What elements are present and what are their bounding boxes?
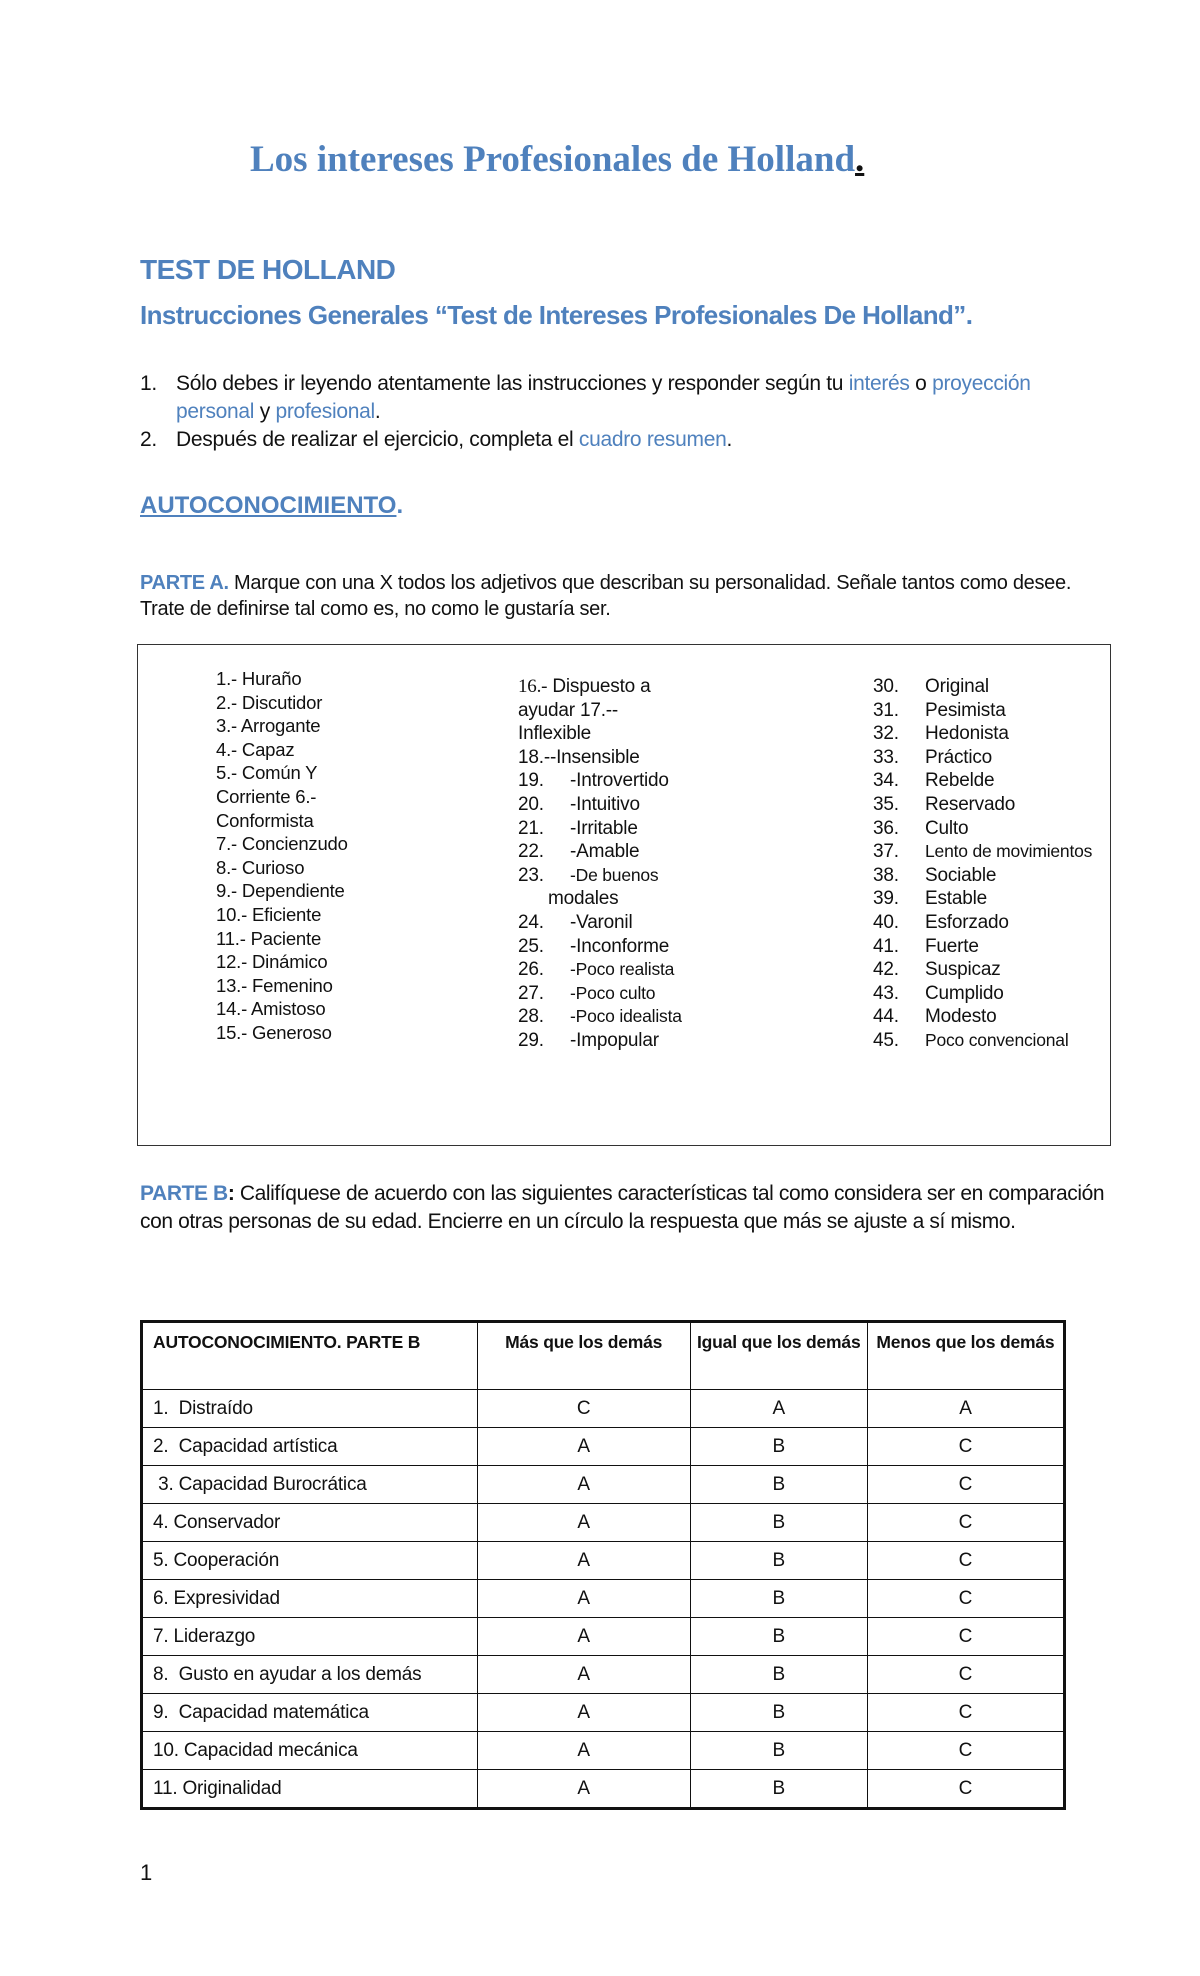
adjective-label: -Irritable <box>570 817 638 839</box>
header-menos: Menos que los demás <box>867 1322 1064 1390</box>
adjective-item <box>873 958 1123 982</box>
adjective-number: 45. <box>873 1029 899 1051</box>
table-cell-option[interactable]: B <box>690 1770 867 1809</box>
table-cell-item: 6. Expresividad <box>142 1580 478 1618</box>
adjective-item: 13.- Femenino <box>216 974 333 996</box>
adjective-item: 16.- Dispuesto a <box>518 676 651 697</box>
adjective-item: 3.- Arrogante <box>216 715 321 737</box>
table-cell-option[interactable]: C <box>867 1618 1064 1656</box>
table-cell-item: 5. Cooperación <box>142 1542 478 1580</box>
table-cell-item: 1. Distraído <box>142 1390 478 1428</box>
table-cell-option[interactable]: A <box>477 1504 690 1542</box>
table-cell-option[interactable]: A <box>477 1694 690 1732</box>
adjective-item: 14.- Amistoso <box>216 998 326 1020</box>
table-cell-item: 2. Capacidad artística <box>142 1428 478 1466</box>
adjective-item <box>518 817 728 841</box>
adjective-item <box>873 817 1123 841</box>
adjective-label: Fuerte <box>925 935 979 957</box>
highlight-cuadro-resumen: cuadro resumen <box>578 428 727 451</box>
table-cell-item: 10. Capacidad mecánica <box>142 1732 478 1770</box>
adjective-label: Modesto <box>925 1006 997 1028</box>
table-row <box>142 1618 1065 1656</box>
adjective-label: Lento de movimientos <box>925 841 1093 862</box>
adjective-item: ayudar 17.-- <box>518 699 619 721</box>
adjective-item <box>873 699 1123 723</box>
table-row <box>142 1542 1065 1580</box>
table-row <box>142 1580 1065 1618</box>
adjective-number: 39. <box>873 888 899 910</box>
page-number: 1 <box>140 1860 153 1885</box>
table-row <box>142 1656 1065 1694</box>
table-cell-option[interactable]: C <box>867 1694 1064 1732</box>
adjective-item <box>518 911 728 935</box>
adjective-number: 16.- <box>518 676 548 697</box>
table-cell-option[interactable]: A <box>477 1466 690 1504</box>
document-title: Los intereses Profesionales de Holland. <box>250 139 865 180</box>
adjective-label: Pesimista <box>925 699 1006 721</box>
title-period: . <box>855 139 865 180</box>
table-row <box>142 1770 1065 1809</box>
adjective-item: 4.- Capaz <box>216 738 295 760</box>
table-cell-option[interactable]: A <box>690 1390 867 1428</box>
adjective-number: 36. <box>873 817 899 839</box>
adjective-item: Inflexible <box>518 723 591 745</box>
adjective-number: 29. <box>518 1029 544 1051</box>
adjective-item: 1.- Huraño <box>216 668 302 689</box>
table-cell-option[interactable]: B <box>690 1694 867 1732</box>
adjective-item: 8.- Curioso <box>216 856 305 878</box>
adjective-label: Cumplido <box>925 982 1004 1004</box>
adjective-label: Suspicaz <box>925 959 1001 981</box>
table-cell-option[interactable]: C <box>867 1580 1064 1618</box>
adjective-item <box>873 935 1123 959</box>
adjective-label: -Amable <box>570 841 640 863</box>
adjective-number: 32. <box>873 723 899 745</box>
adjective-number: 38. <box>873 864 899 886</box>
rating-table <box>140 1320 1066 1810</box>
table-header-row <box>142 1322 1065 1390</box>
adjective-label: Estable <box>925 888 987 910</box>
adjective-item <box>518 1005 728 1029</box>
adjective-label: -Poco culto <box>570 982 656 1003</box>
header-mas: Más que los demás <box>477 1322 690 1390</box>
adjective-item: 15.- Generoso <box>216 1021 332 1043</box>
table-row <box>142 1504 1065 1542</box>
adjective-item <box>518 958 728 982</box>
parte-a-label: PARTE A. <box>140 572 229 594</box>
adjective-label: -Poco idealista <box>570 1006 682 1027</box>
highlight-profesional: profesional <box>275 400 375 423</box>
adjective-number: 27. <box>518 982 544 1004</box>
adjectives-column-2 <box>518 675 728 1053</box>
header-item: AUTOCONOCIMIENTO. PARTE B <box>142 1322 478 1390</box>
adjective-number: 42. <box>873 959 899 981</box>
adjective-item: Corriente 6.- <box>216 785 317 807</box>
adjective-number: 37. <box>873 841 899 863</box>
autoconocimiento-heading: AUTOCONOCIMIENTO. <box>140 492 404 519</box>
table-cell-item: 8. Gusto en ayudar a los demás <box>142 1656 478 1694</box>
adjective-number: 35. <box>873 793 899 815</box>
instructions-list <box>140 370 1040 454</box>
parte-a-instructions: PARTE A. Marque con una X todos los adjetivos que describan su personalidad. Señale tantos como desee. Trate de definirse tal como es, no como le gustaría ser. <box>140 572 1072 620</box>
table-cell-option[interactable]: A <box>477 1542 690 1580</box>
table-cell-item: 4. Conservador <box>142 1504 478 1542</box>
adjective-item: modales <box>548 888 619 910</box>
header-igual: Igual que los demás <box>690 1322 867 1390</box>
adjective-number: 26. <box>518 959 544 981</box>
table-cell-option[interactable]: B <box>690 1466 867 1504</box>
adjective-number: 28. <box>518 1006 544 1028</box>
adjective-label: Rebelde <box>925 770 995 792</box>
adjective-number: 43. <box>873 982 899 1004</box>
adjective-label: -Varonil <box>570 911 633 933</box>
adjective-label: Esforzado <box>925 911 1009 933</box>
table-row <box>142 1694 1065 1732</box>
table-cell-option[interactable]: C <box>867 1656 1064 1694</box>
adjective-item: Conformista <box>216 809 314 831</box>
test-heading: TEST DE HOLLAND <box>140 254 396 285</box>
table-cell-option[interactable]: A <box>477 1656 690 1694</box>
adjective-label: Práctico <box>925 746 993 768</box>
table-row <box>142 1390 1065 1428</box>
instruction-item: 2. Después de realizar el ejercicio, completa el cuadro resumen. <box>140 426 1040 454</box>
adjective-item <box>873 911 1123 935</box>
adjective-item <box>518 935 728 959</box>
adjective-label: -Impopular <box>570 1029 659 1051</box>
adjective-item <box>873 675 1123 699</box>
table-cell-option[interactable]: C <box>867 1732 1064 1770</box>
adjective-item: 18.--Insensible <box>518 746 640 768</box>
adjective-number: 24. <box>518 911 544 933</box>
adjectives-column-3 <box>873 675 1123 1053</box>
adjective-label: -Poco realista <box>570 959 675 980</box>
table-cell-item: 3. Capacidad Burocrática <box>142 1466 478 1504</box>
adjective-label: Sociable <box>925 864 997 886</box>
instruction-item: 1. Sólo debes ir leyendo atentamente las instrucciones y responder según tu interés o proyección personal y profesional. <box>140 372 1031 423</box>
adjective-number: 20. <box>518 793 544 815</box>
adjective-item <box>518 840 728 864</box>
adjective-item: 11.- Paciente <box>216 927 322 949</box>
adjective-number: 23. <box>518 864 544 886</box>
table-cell-option[interactable]: C <box>867 1504 1064 1542</box>
adjective-label: -De buenos <box>570 864 659 885</box>
adjective-number: 44. <box>873 1006 899 1028</box>
parte-b-instructions: PARTE B: Califíquese de acuerdo con las siguientes características tal como considera ser en comparación con otras personas de su edad. Encierre en un círculo la respuesta que más se ajuste a sí mismo. <box>140 1182 1105 1233</box>
adjective-item <box>873 864 1123 888</box>
highlight-proyeccion: proyección personal <box>176 372 1031 423</box>
adjective-item: 5.- Común Y <box>216 762 318 784</box>
adjective-label: -Inconforme <box>570 935 670 957</box>
adjective-number: 34. <box>873 770 899 792</box>
adjective-number: 30. <box>873 676 899 697</box>
adjective-number: 22. <box>518 841 544 863</box>
adjective-label: -Intuitivo <box>570 793 640 815</box>
adjective-item <box>518 864 728 888</box>
table-cell-option[interactable]: B <box>690 1656 867 1694</box>
table-cell-option[interactable]: B <box>690 1732 867 1770</box>
adjective-item <box>873 722 1123 746</box>
adjective-item <box>518 1029 728 1053</box>
adjective-item <box>518 793 728 817</box>
adjective-item: 7.- Concienzudo <box>216 833 348 855</box>
adjective-number: 19. <box>518 770 544 792</box>
table-cell-option[interactable]: B <box>690 1542 867 1580</box>
adjective-label: Reservado <box>925 793 1016 815</box>
adjective-number: 31. <box>873 699 899 721</box>
adjective-label: Culto <box>925 817 969 839</box>
table-cell-item: 9. Capacidad matemática <box>142 1694 478 1732</box>
adjective-label: Hedonista <box>925 723 1009 745</box>
adjective-item: 12.- Dinámico <box>216 951 328 973</box>
adjective-item <box>873 1029 1123 1053</box>
table-cell-option[interactable]: C <box>867 1466 1064 1504</box>
table-row <box>142 1428 1065 1466</box>
adjective-item <box>518 982 728 1006</box>
table-row <box>142 1732 1065 1770</box>
adjective-label: Poco convencional <box>925 1029 1069 1050</box>
highlight-interes: interés <box>848 372 910 395</box>
table-cell-option[interactable]: B <box>690 1428 867 1466</box>
adjective-item <box>518 769 728 793</box>
table-cell-option[interactable]: A <box>477 1770 690 1809</box>
adjective-item <box>873 769 1123 793</box>
adjective-item: 2.- Discutidor <box>216 691 323 713</box>
table-cell-option[interactable]: C <box>867 1770 1064 1809</box>
adjective-item <box>873 1005 1123 1029</box>
table-cell-option[interactable]: A <box>477 1428 690 1466</box>
adjectives-column-1 <box>216 667 386 1045</box>
table-cell-option[interactable]: C <box>867 1542 1064 1580</box>
table-cell-option[interactable]: A <box>477 1618 690 1656</box>
instructions-heading: Instrucciones Generales “Test de Intereses Profesionales De Holland”. <box>140 300 973 330</box>
adjectives-box <box>137 644 1111 1146</box>
adjective-item <box>873 746 1123 770</box>
adjective-number: 41. <box>873 935 899 957</box>
table-row <box>142 1466 1065 1504</box>
adjective-number: 40. <box>873 911 899 933</box>
adjective-item <box>873 887 1123 911</box>
adjective-number: 21. <box>518 817 544 839</box>
table-cell-item: 11. Originalidad <box>142 1770 478 1809</box>
table-cell-option[interactable]: C <box>867 1428 1064 1466</box>
table-cell-option[interactable]: B <box>690 1504 867 1542</box>
parte-b-label: PARTE B <box>140 1182 228 1205</box>
adjective-label: -Introvertido <box>570 770 669 792</box>
adjective-item: 9.- Dependiente <box>216 880 345 902</box>
adjective-item <box>873 982 1123 1006</box>
table-cell-option[interactable]: A <box>477 1580 690 1618</box>
adjective-number: 25. <box>518 935 544 957</box>
table-cell-option[interactable]: A <box>867 1390 1064 1428</box>
table-cell-option[interactable]: B <box>690 1580 867 1618</box>
instruction-number: 2. <box>140 428 157 451</box>
table-cell-option[interactable]: B <box>690 1618 867 1656</box>
adjective-item <box>873 840 1123 864</box>
table-cell-option[interactable]: C <box>477 1390 690 1428</box>
adjective-number: 33. <box>873 746 899 768</box>
instruction-number: 1. <box>140 372 157 395</box>
table-cell-item: 7. Liderazgo <box>142 1618 478 1656</box>
table-cell-option[interactable]: A <box>477 1732 690 1770</box>
adjective-item: 10.- Eficiente <box>216 903 322 925</box>
adjective-item <box>873 793 1123 817</box>
adjective-label: Original <box>925 676 989 697</box>
